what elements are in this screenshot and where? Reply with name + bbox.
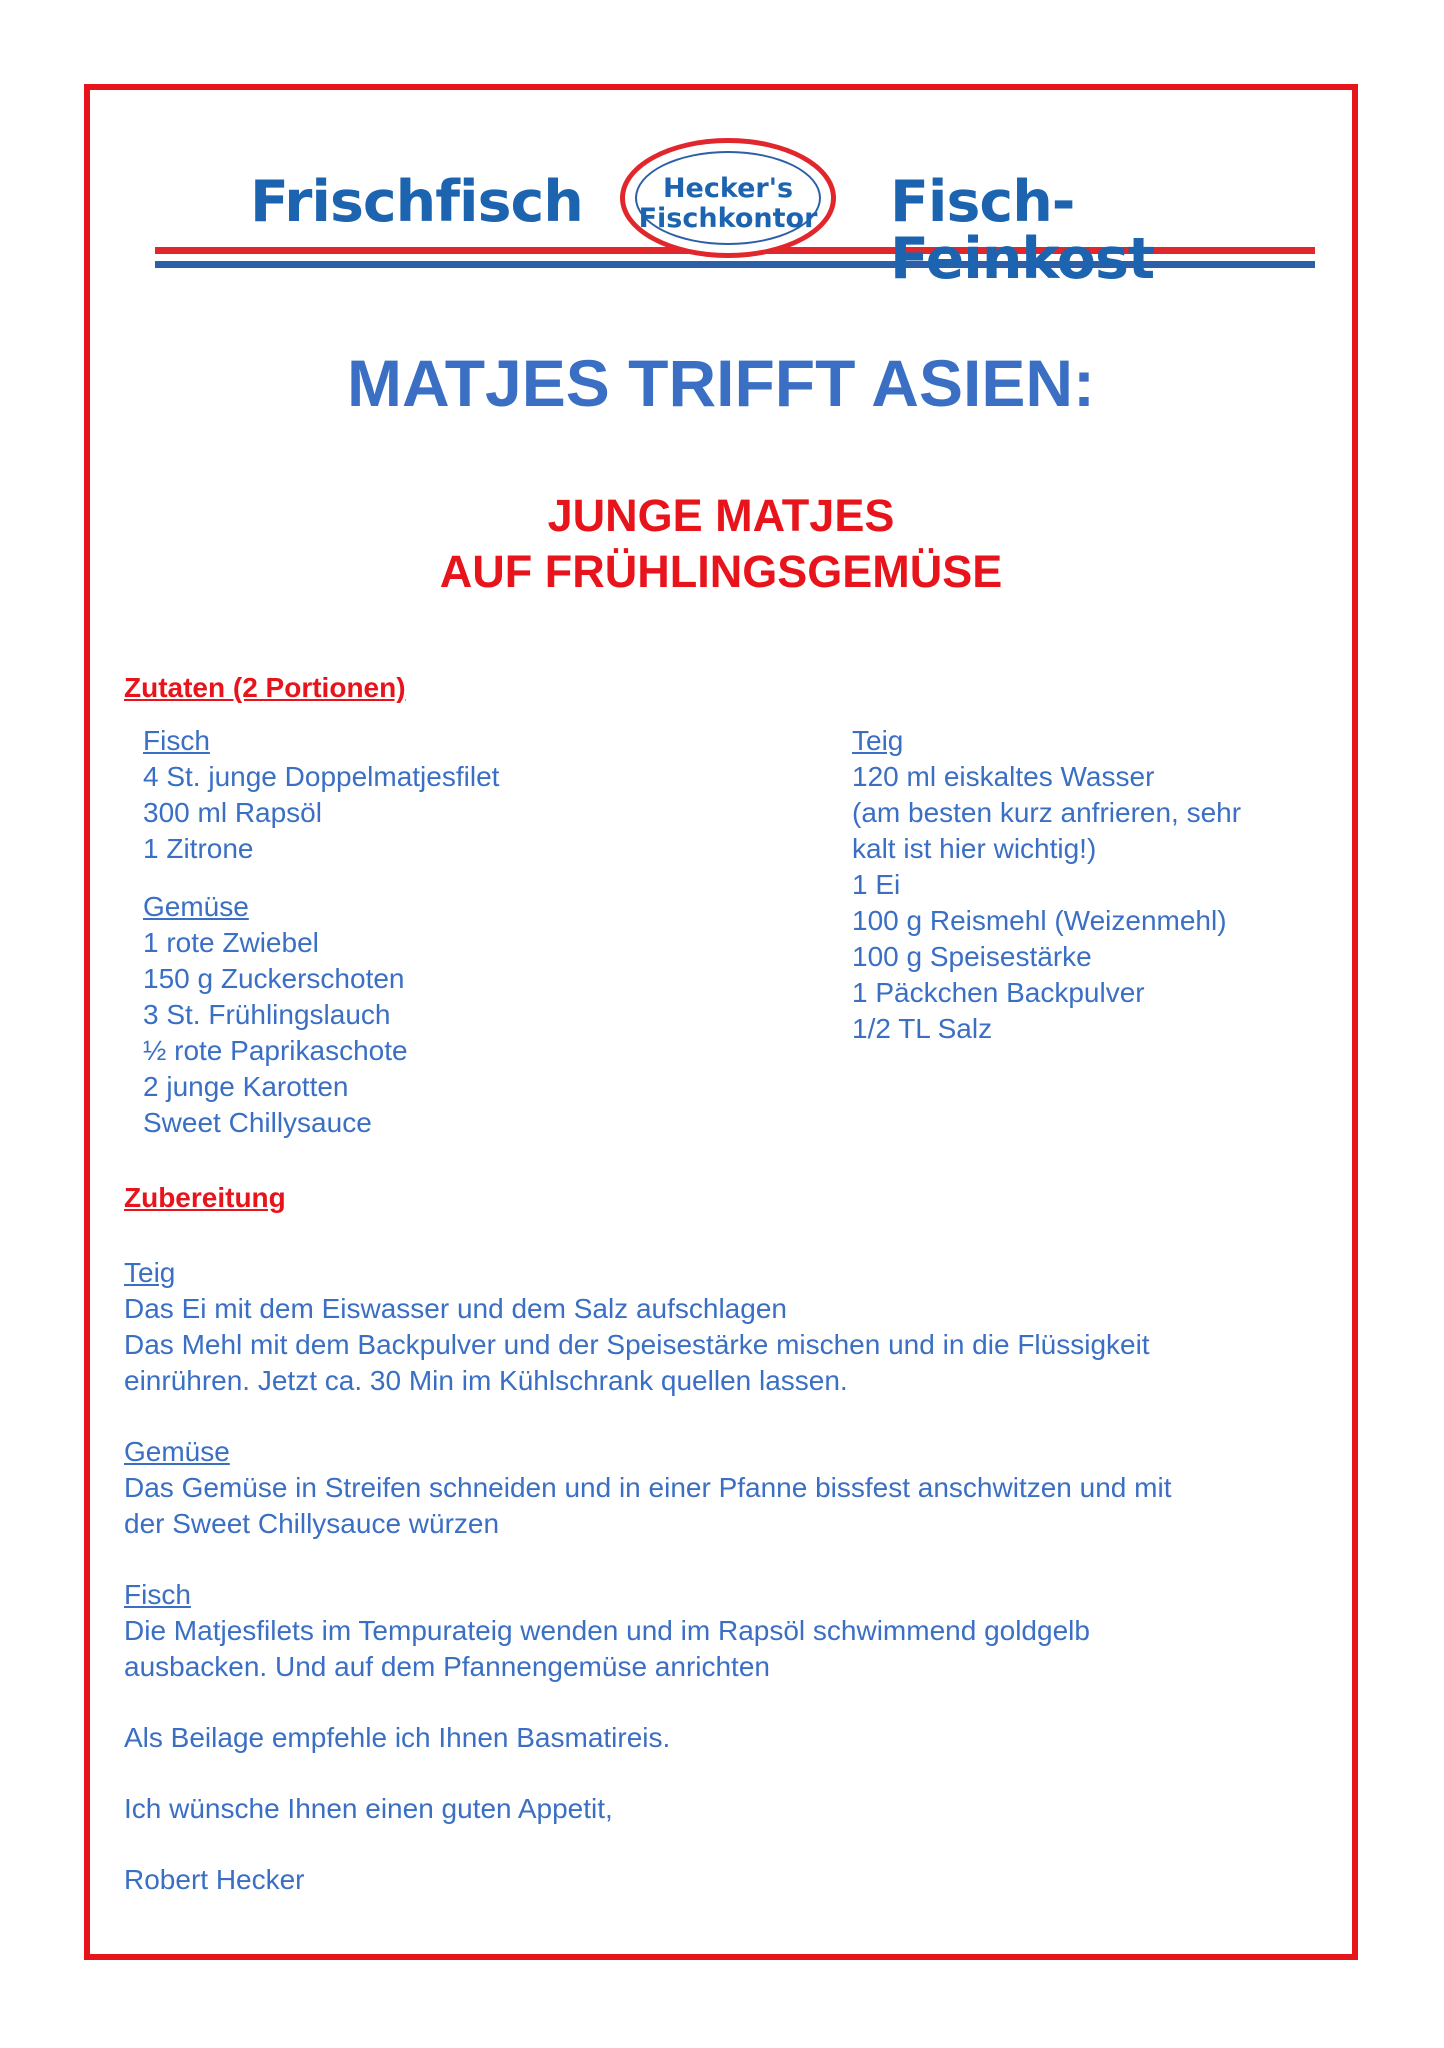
ingredient-item: 300 ml Rapsöl bbox=[143, 797, 322, 828]
ingredient-item: (am besten kurz anfrieren, sehr bbox=[852, 797, 1242, 828]
ingredient-item: 150 g Zuckerschoten bbox=[143, 963, 405, 994]
ingredient-group-label-vegetables: Gemüse bbox=[143, 891, 249, 922]
preparation-line: Das Gemüse in Streifen schneiden und in einer Pfanne bissfest anschwitzen und mit bbox=[124, 1472, 1172, 1503]
recipe-subtitle-line1: JUNGE MATJES bbox=[547, 490, 895, 541]
ingredient-item: Sweet Chillysauce bbox=[143, 1107, 372, 1138]
ingredient-item: 3 St. Frühlingslauch bbox=[143, 999, 391, 1030]
side-dish-recommendation: Als Beilage empfehle ich Ihnen Basmatireis. bbox=[124, 1722, 671, 1753]
ingredient-item: 1 Zitrone bbox=[143, 833, 254, 864]
preparation-dough-block bbox=[124, 1255, 1304, 1399]
logo-oval bbox=[620, 138, 836, 258]
recipe-subtitle-line2: AUF FRÜHLINGSGEMÜSE bbox=[439, 546, 1003, 597]
preparation-heading: Zubereitung bbox=[124, 1182, 286, 1213]
preparation-fish-block bbox=[124, 1577, 1304, 1685]
ingredient-item: 100 g Speisestärke bbox=[852, 941, 1092, 972]
preparation-line: Das Ei mit dem Eiswasser und dem Salz aufschlagen bbox=[124, 1293, 787, 1324]
company-logo bbox=[150, 130, 1315, 292]
ingredient-item: 1 Ei bbox=[852, 869, 901, 900]
ingredients-heading: Zutaten (2 Portionen) bbox=[124, 672, 406, 703]
preparation-vegetables-block bbox=[124, 1434, 1304, 1542]
preparation-label-fish: Fisch bbox=[124, 1579, 191, 1610]
ingredient-item: 100 g Reismehl (Weizenmehl) bbox=[852, 905, 1227, 936]
ingredient-item: 1/2 TL Salz bbox=[852, 1013, 993, 1044]
logo-word-fisch-feinkost: Fisch-Feinkost bbox=[890, 169, 1155, 292]
closing-greeting: Ich wünsche Ihnen einen guten Appetit, bbox=[124, 1793, 613, 1824]
ingredients-left-column bbox=[143, 723, 499, 1141]
ingredient-group-label-fish: Fisch bbox=[143, 725, 210, 756]
ingredient-item: 1 Päckchen Backpulver bbox=[852, 977, 1145, 1008]
preparation-line: Die Matjesfilets im Tempurateig wenden und im Rapsöl schwimmend goldgelb bbox=[124, 1615, 1090, 1646]
preparation-line: Das Mehl mit dem Backpulver und der Speisestärke mischen und in die Flüssigkeit bbox=[124, 1329, 1150, 1360]
ingredient-group-label-dough: Teig bbox=[852, 725, 904, 756]
preparation-label-dough: Teig bbox=[124, 1257, 176, 1288]
ingredient-item: kalt ist hier wichtig!) bbox=[852, 833, 1097, 864]
logo-oval-line2: Fischkontor bbox=[638, 203, 818, 234]
preparation-line: der Sweet Chillysauce würzen bbox=[124, 1508, 500, 1539]
preparation-line: ausbacken. Und auf dem Pfannengemüse anrichten bbox=[124, 1651, 770, 1682]
preparation-line: einrühren. Jetzt ca. 30 Min im Kühlschrank quellen lassen. bbox=[124, 1365, 848, 1396]
ingredients-right-column bbox=[852, 723, 1241, 1047]
recipe-title: MATJES TRIFFT ASIEN: bbox=[347, 346, 1095, 420]
ingredient-item: 4 St. junge Doppelmatjesfilet bbox=[143, 761, 500, 792]
logo-word-frischfisch: Frischfisch bbox=[250, 169, 583, 235]
ingredient-item: ½ rote Paprikaschote bbox=[143, 1035, 408, 1066]
ingredient-item: 120 ml eiskaltes Wasser bbox=[852, 761, 1155, 792]
preparation-label-vegetables: Gemüse bbox=[124, 1436, 230, 1467]
author-signature: Robert Hecker bbox=[124, 1864, 305, 1895]
logo-oval-line1: Hecker's bbox=[662, 173, 794, 204]
ingredient-item: 1 rote Zwiebel bbox=[143, 927, 319, 958]
ingredient-item: 2 junge Karotten bbox=[143, 1071, 349, 1102]
